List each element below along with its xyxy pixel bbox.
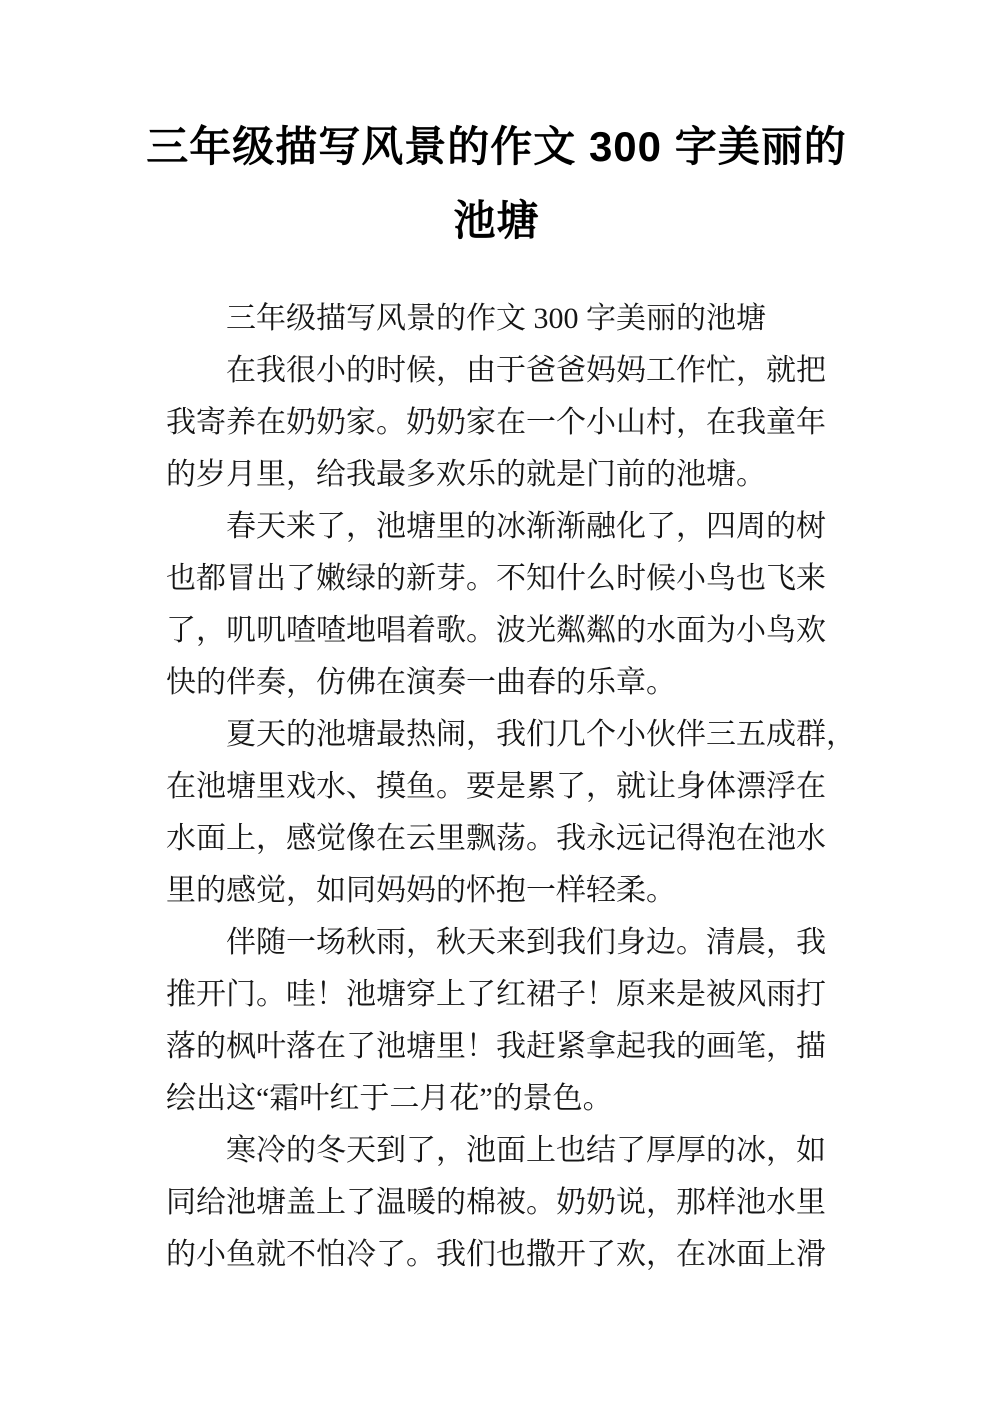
text-line: 在我很小的时候，由于爸爸妈妈工作忙，就把: [166, 354, 826, 387]
text-line: 寒冷的冬天到了，池面上也结了厚厚的冰，如: [166, 1134, 826, 1167]
text-line: 同给池塘盖上了温暖的棉被。奶奶说，那样池水里: [166, 1186, 826, 1219]
text-line: 推开门。哇！池塘穿上了红裙子！原来是被风雨打: [166, 978, 826, 1011]
text-line: 里的感觉，如同妈妈的怀抱一样轻柔。: [166, 874, 676, 907]
text-line: 的小鱼就不怕冷了。我们也撒开了欢，在冰面上滑: [166, 1238, 826, 1271]
document-title-line-2: 池塘: [453, 197, 540, 244]
text-line: 快的伴奏，仿佛在演奏一曲春的乐章。: [166, 666, 676, 699]
text-line: 在池塘里戏水、摸鱼。要是累了，就让身体漂浮在: [166, 770, 826, 803]
text-line: 了，叽叽喳喳地唱着歌。波光粼粼的水面为小鸟欢: [166, 614, 826, 647]
text-line: 也都冒出了嫩绿的新芽。不知什么时候小鸟也飞来: [166, 562, 826, 595]
text-line: 落的枫叶落在了池塘里！我赶紧拿起我的画笔，描: [166, 1030, 826, 1063]
document-body: [166, 293, 866, 1281]
text-line: 三年级描写风景的作文 300 字美丽的池塘: [166, 302, 766, 335]
text-line: 的岁月里，给我最多欢乐的就是门前的池塘。: [166, 458, 766, 491]
text-line: 春天来了，池塘里的冰渐渐融化了，四周的树: [166, 510, 826, 543]
document-title-line-1: 三年级描写风景的作文 300 字美丽的: [146, 123, 847, 170]
document-title: [0, 110, 993, 258]
text-line: 绘出这“霜叶红于二月花”的景色。: [166, 1082, 613, 1115]
text-line: 夏天的池塘最热闹，我们几个小伙伴三五成群，: [166, 718, 856, 751]
text-line: 伴随一场秋雨，秋天来到我们身边。清晨，我: [166, 926, 826, 959]
text-line: 我寄养在奶奶家。奶奶家在一个小山村，在我童年: [166, 406, 826, 439]
text-line: 水面上，感觉像在云里飘荡。我永远记得泡在池水: [166, 822, 826, 855]
